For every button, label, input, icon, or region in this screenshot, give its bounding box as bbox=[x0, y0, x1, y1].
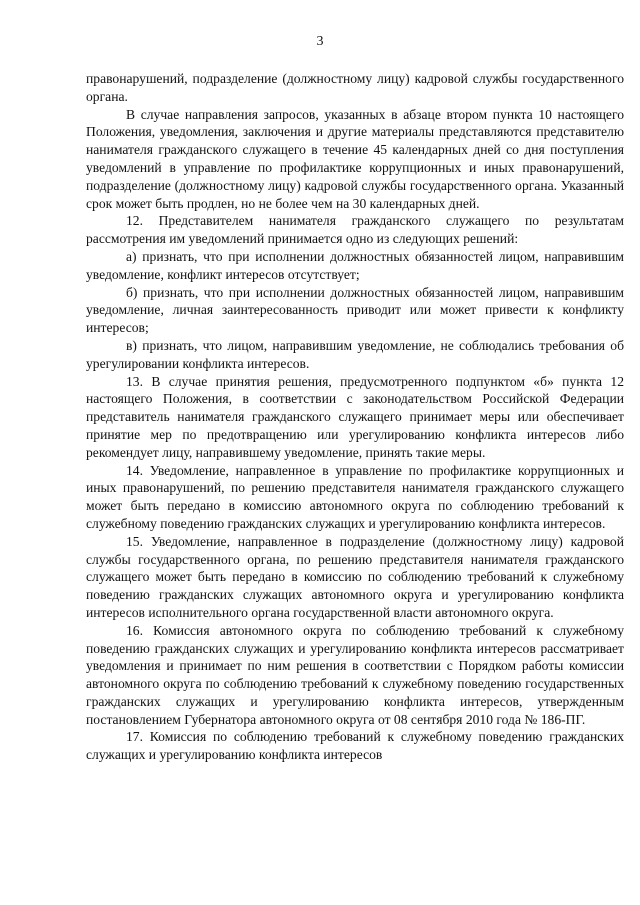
paragraph-item-12v: в) признать, что лицом, направившим уведомление, не соблюдались требования об урегулировании конфликта интересов. bbox=[86, 337, 624, 371]
paragraph-item-12: 12. Представителем нанимателя гражданского служащего по результатам рассмотрения им уведомлений принимается одно из следующих решений: bbox=[86, 213, 624, 247]
paragraph-item-15: 15. Уведомление, направленное в подразделение (должностному лицу) кадровой службы государственного органа, по решению представителя нанимателя гражданского служащего может быть передано в комиссию по соблюдению требований к служебному поведению гражданских служащих автономного округа и урегулированию конфликта интересов исполнительного органа государственной власти автономного округа. bbox=[86, 533, 624, 620]
paragraph-item-12b: б) признать, что при исполнении должностных обязанностей лицом, направившим уведомление, личная заинтересованность приводит или может привести к конфликту интересов; bbox=[86, 284, 624, 336]
paragraph-requests-deadline: В случае направления запросов, указанных в абзаце втором пункта 10 настоящего Положения, уведомления, заключения и другие материалы представляются представителю нанимателя гражданского служащего в течение 45 календарных дней со дня поступления уведомлений в управление по профилактике коррупционных и иных правонарушений, подразделение (должностному лицу) кадровой службы государственного органа. Указанный срок может быть продлен, но не более чем на 30 календарных дней. bbox=[86, 106, 624, 211]
paragraph-item-16: 16. Комиссия автономного округа по соблюдению требований к служебному поведению гражданских служащих и урегулированию конфликта интересов рассматривает уведомления и принимает по ним решения в соответствии с Порядком работы комиссии автономного округа по соблюдению требований к служебному поведению государственных гражданских служащих и урегулированию конфликта интересов, утвержденным постановлением Губернатора автономного округа от 08 сентября 2010 года № 186-ПГ. bbox=[86, 622, 624, 727]
paragraph-item-17: 17. Комиссия по соблюдению требований к служебному поведению гражданских служащих и урегулированию конфликта интересов bbox=[86, 729, 624, 763]
document-body bbox=[86, 70, 624, 764]
paragraph-item-12a: а) признать, что при исполнении должностных обязанностей лицом, направившим уведомление, конфликт интересов отсутствует; bbox=[86, 248, 624, 282]
page-number: 3 bbox=[316, 34, 324, 49]
paragraph-item-14: 14. Уведомление, направленное в управление по профилактике коррупционных и иных правонарушений, по решению представителя нанимателя гражданского служащего может быть передано в комиссию автономного округа по соблюдению требований к служебному поведению гражданских служащих и урегулированию конфликта интересов. bbox=[86, 462, 624, 531]
paragraph-continuation: правонарушений, подразделение (должностному лицу) кадровой службы государственного органа. bbox=[86, 71, 624, 104]
paragraph-item-13: 13. В случае принятия решения, предусмотренного подпунктом «б» пункта 12 настоящего Положения, в соответствии с законодательством Российской Федерации представитель нанимателя гражданского служащего принимает меры или обеспечивает принятие мер по предотвращению или урегулированию конфликта интересов либо рекомендует лицу, направившему уведомление, принять такие меры. bbox=[86, 373, 624, 460]
